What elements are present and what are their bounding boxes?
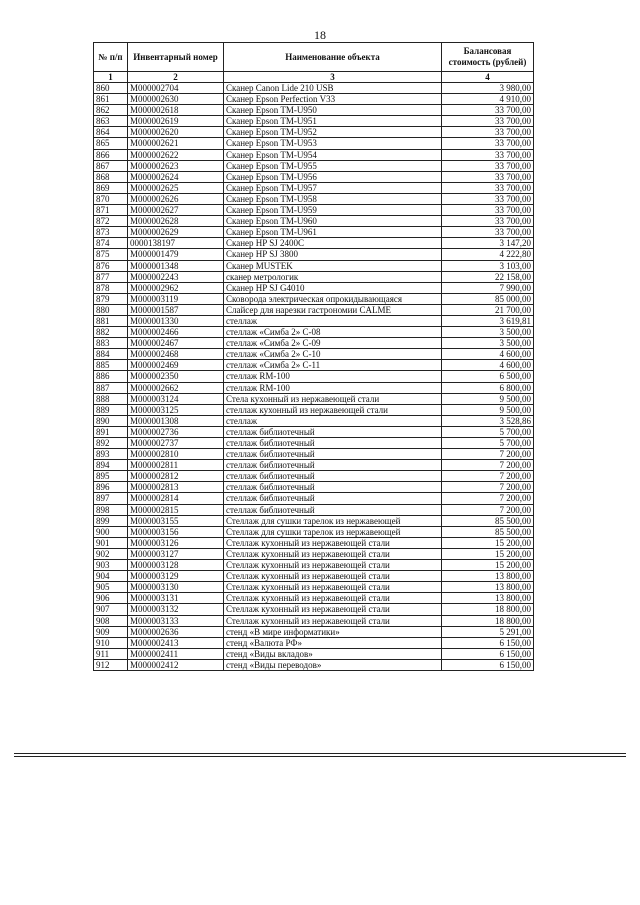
cell-balance-cost: 33 700,00 (442, 160, 534, 171)
cell-balance-cost: 5 291,00 (442, 626, 534, 637)
cell-balance-cost: 33 700,00 (442, 149, 534, 160)
table-row (94, 537, 534, 548)
cell-row-number: 860 (94, 83, 128, 94)
cell-object-name: Сканер Canon Lide 210 USB (224, 83, 442, 94)
table-row (94, 249, 534, 260)
cell-object-name: стеллаж кухонный из нержавеющей стали (224, 404, 442, 415)
table-row (94, 615, 534, 626)
cell-row-number: 903 (94, 560, 128, 571)
cell-balance-cost: 3 619,81 (442, 315, 534, 326)
table-row (94, 471, 534, 482)
cell-object-name: Стеллаж кухонный из нержавеющей стали (224, 548, 442, 559)
cell-balance-cost: 7 200,00 (442, 504, 534, 515)
table-row (94, 571, 534, 582)
table-row (94, 338, 534, 349)
cell-inventory-number: M000003156 (128, 526, 224, 537)
table-row (94, 526, 534, 537)
cell-balance-cost: 33 700,00 (442, 105, 534, 116)
cell-inventory-number: M000002469 (128, 360, 224, 371)
cell-row-number: 870 (94, 193, 128, 204)
cell-row-number: 886 (94, 371, 128, 382)
table-row (94, 83, 534, 94)
cell-inventory-number: M000002619 (128, 116, 224, 127)
cell-inventory-number: M000002468 (128, 349, 224, 360)
cell-object-name: Сканер Epson TM-U953 (224, 138, 442, 149)
cell-row-number: 881 (94, 315, 128, 326)
cell-object-name: Сканер Epson TM-U959 (224, 205, 442, 216)
table-row (94, 138, 534, 149)
cell-object-name: стеллаж RM-100 (224, 382, 442, 393)
cell-inventory-number: M000003125 (128, 404, 224, 415)
cell-row-number: 882 (94, 327, 128, 338)
cell-row-number: 905 (94, 582, 128, 593)
cell-inventory-number: M000002814 (128, 493, 224, 504)
cell-inventory-number: M000002466 (128, 327, 224, 338)
column-number: 1 (94, 72, 128, 83)
cell-object-name: стенд «В мире информатики» (224, 626, 442, 637)
table-row (94, 349, 534, 360)
table-row (94, 604, 534, 615)
table-row (94, 160, 534, 171)
cell-balance-cost: 3 147,20 (442, 238, 534, 249)
cell-inventory-number: M000002813 (128, 482, 224, 493)
cell-object-name: стеллаж библиотечный (224, 438, 442, 449)
cell-row-number: 901 (94, 537, 128, 548)
table-row (94, 205, 534, 216)
cell-object-name: Слайсер для нарезки гастрономии CALME (224, 304, 442, 315)
cell-balance-cost: 13 800,00 (442, 593, 534, 604)
table-row (94, 504, 534, 515)
column-number-row (94, 72, 534, 83)
cell-row-number: 890 (94, 415, 128, 426)
table-row (94, 515, 534, 526)
cell-balance-cost: 3 528,86 (442, 415, 534, 426)
cell-inventory-number: M000002413 (128, 637, 224, 648)
cell-object-name: Сканер HP SJ 2400C (224, 238, 442, 249)
table-row (94, 548, 534, 559)
table-row (94, 415, 534, 426)
cell-balance-cost: 13 800,00 (442, 582, 534, 593)
cell-balance-cost: 3 500,00 (442, 338, 534, 349)
cell-balance-cost: 3 103,00 (442, 260, 534, 271)
cell-row-number: 897 (94, 493, 128, 504)
cell-row-number: 863 (94, 116, 128, 127)
cell-balance-cost: 18 800,00 (442, 615, 534, 626)
cell-object-name: Стеллаж для сушки тарелок из нержавеющей (224, 515, 442, 526)
cell-balance-cost: 85 500,00 (442, 515, 534, 526)
cell-row-number: 879 (94, 293, 128, 304)
table-row (94, 315, 534, 326)
cell-balance-cost: 5 700,00 (442, 426, 534, 437)
cell-object-name: стеллаж библиотечный (224, 482, 442, 493)
cell-balance-cost: 6 150,00 (442, 648, 534, 659)
cell-object-name: Сканер Epson TM-U961 (224, 227, 442, 238)
table-row (94, 105, 534, 116)
cell-row-number: 892 (94, 438, 128, 449)
cell-row-number: 885 (94, 360, 128, 371)
cell-inventory-number: M000001587 (128, 304, 224, 315)
table-row (94, 293, 534, 304)
cell-object-name: Сканер Epson TM-U954 (224, 149, 442, 160)
cell-object-name: Сканер Epson TM-U951 (224, 116, 442, 127)
table-row (94, 282, 534, 293)
cell-balance-cost: 4 600,00 (442, 349, 534, 360)
table-body (94, 83, 534, 671)
cell-inventory-number: M000002467 (128, 338, 224, 349)
cell-inventory-number: M000002810 (128, 449, 224, 460)
cell-inventory-number: M000003128 (128, 560, 224, 571)
cell-balance-cost: 85 000,00 (442, 293, 534, 304)
cell-row-number: 866 (94, 149, 128, 160)
cell-row-number: 872 (94, 216, 128, 227)
cell-object-name: Стеллаж кухонный из нержавеющей стали (224, 582, 442, 593)
cell-inventory-number: M000002662 (128, 382, 224, 393)
cell-inventory-number: M000002812 (128, 471, 224, 482)
cell-row-number: 893 (94, 449, 128, 460)
cell-inventory-number: M000003131 (128, 593, 224, 604)
cell-row-number: 891 (94, 426, 128, 437)
inventory-table (93, 42, 534, 671)
cell-object-name: Стеллаж кухонный из нержавеющей стали (224, 537, 442, 548)
cell-balance-cost: 5 700,00 (442, 438, 534, 449)
cell-object-name: Сканер Epson TM-U956 (224, 171, 442, 182)
table-row (94, 260, 534, 271)
table-row (94, 327, 534, 338)
cell-balance-cost: 15 200,00 (442, 548, 534, 559)
cell-row-number: 900 (94, 526, 128, 537)
table-row (94, 426, 534, 437)
table-row (94, 449, 534, 460)
cell-object-name: стеллаж «Симба 2» С-08 (224, 327, 442, 338)
cell-balance-cost: 33 700,00 (442, 127, 534, 138)
cell-object-name: Сканер HP SJ G4010 (224, 282, 442, 293)
cell-balance-cost: 4 910,00 (442, 94, 534, 105)
cell-object-name: стеллаж «Симба 2» С-10 (224, 349, 442, 360)
cell-inventory-number: M000002243 (128, 271, 224, 282)
table-row (94, 393, 534, 404)
cell-inventory-number: M000003124 (128, 393, 224, 404)
cell-row-number: 871 (94, 205, 128, 216)
cell-row-number: 865 (94, 138, 128, 149)
table-row (94, 371, 534, 382)
column-number: 3 (224, 72, 442, 83)
cell-inventory-number: M000002636 (128, 626, 224, 637)
cell-object-name: Стеллаж для сушки тарелок из нержавеющей (224, 526, 442, 537)
cell-balance-cost: 3 500,00 (442, 327, 534, 338)
cell-balance-cost: 4 600,00 (442, 360, 534, 371)
cell-inventory-number: M000001308 (128, 415, 224, 426)
cell-balance-cost: 18 800,00 (442, 604, 534, 615)
cell-inventory-number: M000002737 (128, 438, 224, 449)
cell-inventory-number: M000002618 (128, 105, 224, 116)
table-row (94, 304, 534, 315)
cell-inventory-number: M000003127 (128, 548, 224, 559)
cell-object-name: стеллаж библиотечный (224, 504, 442, 515)
cell-row-number: 876 (94, 260, 128, 271)
table-row (94, 460, 534, 471)
table-row (94, 171, 534, 182)
cell-inventory-number: M000002630 (128, 94, 224, 105)
table-row (94, 493, 534, 504)
cell-inventory-number: M000003132 (128, 604, 224, 615)
cell-row-number: 906 (94, 593, 128, 604)
cell-balance-cost: 9 500,00 (442, 393, 534, 404)
table-row (94, 438, 534, 449)
cell-inventory-number: M000002811 (128, 460, 224, 471)
cell-inventory-number: M000003126 (128, 537, 224, 548)
cell-object-name: Сканер MUSTEK (224, 260, 442, 271)
cell-row-number: 911 (94, 648, 128, 659)
cell-balance-cost: 33 700,00 (442, 171, 534, 182)
table-row (94, 560, 534, 571)
cell-balance-cost: 7 200,00 (442, 471, 534, 482)
cell-row-number: 869 (94, 182, 128, 193)
cell-balance-cost: 15 200,00 (442, 560, 534, 571)
cell-row-number: 899 (94, 515, 128, 526)
table-row (94, 582, 534, 593)
cell-row-number: 887 (94, 382, 128, 393)
cell-balance-cost: 6 150,00 (442, 659, 534, 670)
cell-inventory-number: M000002704 (128, 83, 224, 94)
table-row (94, 637, 534, 648)
cell-object-name: стеллаж (224, 415, 442, 426)
cell-balance-cost: 7 200,00 (442, 449, 534, 460)
cell-object-name: Сканер Epson Perfection V33 (224, 94, 442, 105)
cell-inventory-number: M000002625 (128, 182, 224, 193)
cell-balance-cost: 33 700,00 (442, 216, 534, 227)
cell-object-name: Сканер Epson TM-U960 (224, 216, 442, 227)
cell-balance-cost: 85 500,00 (442, 526, 534, 537)
cell-object-name: стенд «Виды переводов» (224, 659, 442, 670)
cell-balance-cost: 4 222,80 (442, 249, 534, 260)
cell-inventory-number: 0000138197 (128, 238, 224, 249)
cell-row-number: 889 (94, 404, 128, 415)
cell-object-name: стеллаж «Симба 2» С-09 (224, 338, 442, 349)
header-balance-cost: Балансовая стоимость (рублей) (442, 43, 534, 72)
cell-object-name: сканер метрологик (224, 271, 442, 282)
cell-balance-cost: 33 700,00 (442, 182, 534, 193)
cell-object-name: Сканер Epson TM-U957 (224, 182, 442, 193)
cell-object-name: Сканер Epson TM-U955 (224, 160, 442, 171)
cell-row-number: 884 (94, 349, 128, 360)
cell-object-name: Сканер Epson TM-U952 (224, 127, 442, 138)
cell-inventory-number: M000003119 (128, 293, 224, 304)
table-row (94, 216, 534, 227)
cell-row-number: 902 (94, 548, 128, 559)
cell-object-name: Сканер HP SJ 3800 (224, 249, 442, 260)
cell-object-name: стеллаж библиотечный (224, 426, 442, 437)
cell-inventory-number: M000002622 (128, 149, 224, 160)
column-number: 2 (128, 72, 224, 83)
cell-row-number: 895 (94, 471, 128, 482)
table-row (94, 404, 534, 415)
cell-row-number: 904 (94, 571, 128, 582)
cell-row-number: 873 (94, 227, 128, 238)
cell-row-number: 896 (94, 482, 128, 493)
cell-object-name: стеллаж библиотечный (224, 449, 442, 460)
cell-balance-cost: 33 700,00 (442, 227, 534, 238)
cell-row-number: 867 (94, 160, 128, 171)
header-row (94, 43, 534, 72)
cell-object-name: Стеллаж кухонный из нержавеющей стали (224, 593, 442, 604)
cell-row-number: 861 (94, 94, 128, 105)
cell-inventory-number: M000001348 (128, 260, 224, 271)
cell-balance-cost: 33 700,00 (442, 138, 534, 149)
cell-row-number: 878 (94, 282, 128, 293)
cell-inventory-number: M000002620 (128, 127, 224, 138)
cell-balance-cost: 7 200,00 (442, 460, 534, 471)
cell-object-name: Стела кухонный из нержавеющей стали (224, 393, 442, 404)
cell-inventory-number: M000002815 (128, 504, 224, 515)
cell-object-name: стенд «Виды вкладов» (224, 648, 442, 659)
cell-row-number: 888 (94, 393, 128, 404)
cell-balance-cost: 15 200,00 (442, 537, 534, 548)
cell-inventory-number: M000002411 (128, 648, 224, 659)
cell-object-name: Стеллаж кухонный из нержавеющей стали (224, 571, 442, 582)
cell-inventory-number: M000002628 (128, 216, 224, 227)
cell-inventory-number: M000002627 (128, 205, 224, 216)
header-inventory-number: Инвентарный номер (128, 43, 224, 72)
cell-object-name: стенд «Валюта РФ» (224, 637, 442, 648)
cell-inventory-number: M000002621 (128, 138, 224, 149)
cell-object-name: стеллаж библиотечный (224, 493, 442, 504)
header-row-number: № п/п (94, 43, 128, 72)
cell-row-number: 877 (94, 271, 128, 282)
cell-row-number: 908 (94, 615, 128, 626)
cell-inventory-number: M000003130 (128, 582, 224, 593)
bottom-rule (14, 753, 626, 754)
table-row (94, 271, 534, 282)
cell-row-number: 910 (94, 637, 128, 648)
page-number: 18 (314, 28, 326, 42)
cell-inventory-number: M000002624 (128, 171, 224, 182)
table-row (94, 182, 534, 193)
cell-object-name: стеллаж (224, 315, 442, 326)
cell-inventory-number: M000002623 (128, 160, 224, 171)
cell-balance-cost: 7 200,00 (442, 482, 534, 493)
cell-object-name: Сканер Epson TM-U958 (224, 193, 442, 204)
cell-balance-cost: 33 700,00 (442, 193, 534, 204)
cell-inventory-number: M000002962 (128, 282, 224, 293)
table-row (94, 94, 534, 105)
cell-balance-cost: 21 700,00 (442, 304, 534, 315)
header-object-name: Наименование объекта (224, 43, 442, 72)
cell-object-name: стеллаж библиотечный (224, 471, 442, 482)
bottom-rule (14, 756, 626, 757)
table-row (94, 648, 534, 659)
table-row (94, 382, 534, 393)
cell-object-name: Стеллаж кухонный из нержавеющей стали (224, 560, 442, 571)
table-row (94, 149, 534, 160)
cell-row-number: 883 (94, 338, 128, 349)
table-row (94, 360, 534, 371)
cell-inventory-number: M000003155 (128, 515, 224, 526)
table-row (94, 116, 534, 127)
table-row (94, 227, 534, 238)
cell-inventory-number: M000002736 (128, 426, 224, 437)
cell-row-number: 874 (94, 238, 128, 249)
cell-balance-cost: 7 990,00 (442, 282, 534, 293)
cell-row-number: 862 (94, 105, 128, 116)
cell-inventory-number: M000001479 (128, 249, 224, 260)
cell-object-name: стеллаж «Симба 2» С-11 (224, 360, 442, 371)
cell-row-number: 898 (94, 504, 128, 515)
cell-inventory-number: M000002629 (128, 227, 224, 238)
cell-balance-cost: 3 980,00 (442, 83, 534, 94)
table-row (94, 593, 534, 604)
cell-inventory-number: M000003133 (128, 615, 224, 626)
table-row (94, 238, 534, 249)
cell-balance-cost: 6 150,00 (442, 637, 534, 648)
table-row (94, 482, 534, 493)
cell-row-number: 875 (94, 249, 128, 260)
cell-row-number: 912 (94, 659, 128, 670)
cell-balance-cost: 22 158,00 (442, 271, 534, 282)
cell-object-name: Стеллаж кухонный из нержавеющей стали (224, 604, 442, 615)
cell-object-name: Сканер Epson TM-U950 (224, 105, 442, 116)
cell-inventory-number: M000001330 (128, 315, 224, 326)
cell-row-number: 864 (94, 127, 128, 138)
cell-balance-cost: 6 800,00 (442, 382, 534, 393)
cell-row-number: 880 (94, 304, 128, 315)
cell-balance-cost: 7 200,00 (442, 493, 534, 504)
cell-balance-cost: 6 500,00 (442, 371, 534, 382)
cell-balance-cost: 33 700,00 (442, 116, 534, 127)
cell-object-name: Стеллаж кухонный из нержавеющей стали (224, 615, 442, 626)
table-row (94, 626, 534, 637)
cell-row-number: 894 (94, 460, 128, 471)
cell-inventory-number: M000002626 (128, 193, 224, 204)
cell-row-number: 868 (94, 171, 128, 182)
table-row (94, 193, 534, 204)
cell-balance-cost: 9 500,00 (442, 404, 534, 415)
cell-inventory-number: M000003129 (128, 571, 224, 582)
cell-inventory-number: M000002350 (128, 371, 224, 382)
cell-object-name: Сковорода электрическая опрокидывающаяся (224, 293, 442, 304)
cell-balance-cost: 33 700,00 (442, 205, 534, 216)
column-number: 4 (442, 72, 534, 83)
cell-object-name: стеллаж библиотечный (224, 460, 442, 471)
cell-row-number: 907 (94, 604, 128, 615)
table-row (94, 659, 534, 670)
cell-row-number: 909 (94, 626, 128, 637)
table-row (94, 127, 534, 138)
cell-inventory-number: M000002412 (128, 659, 224, 670)
cell-balance-cost: 13 800,00 (442, 571, 534, 582)
cell-object-name: стеллаж RM-100 (224, 371, 442, 382)
